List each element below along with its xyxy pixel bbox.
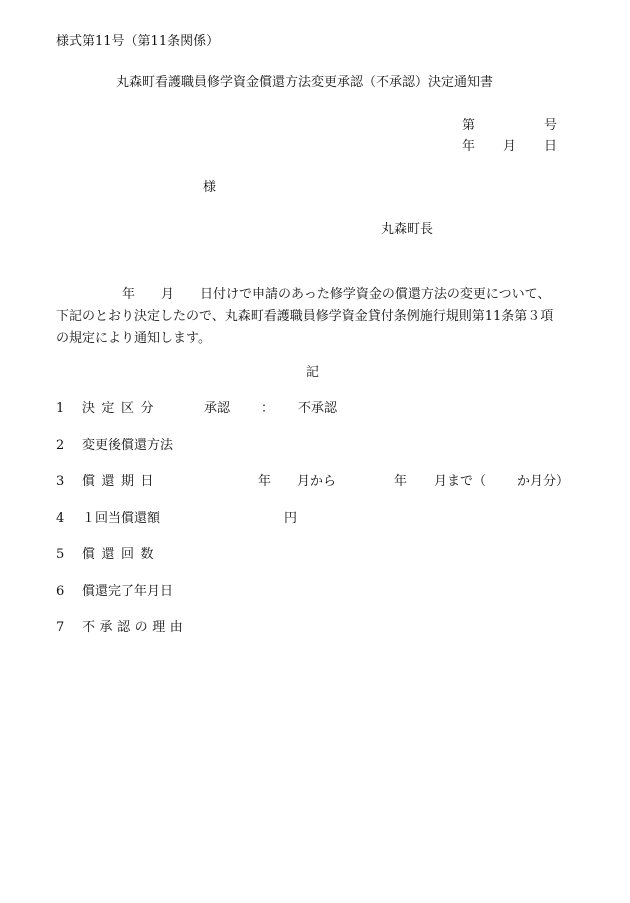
doc-date-year: 年	[462, 139, 476, 154]
item-number: 1	[56, 401, 65, 416]
item-label: １回当償還額	[82, 511, 161, 526]
item-number: 7	[56, 620, 65, 635]
period-from-year: 年	[258, 474, 272, 489]
addressee-honorific: 様	[203, 180, 217, 195]
item-label: 償還期日	[82, 474, 161, 489]
document-title: 丸森町看護職員修学資金償還方法変更承認（不承認）決定通知書	[116, 75, 494, 90]
doc-date-day: 日	[544, 139, 558, 154]
period-to-year: 年	[394, 474, 408, 489]
amount-yen-unit: 円	[284, 511, 298, 526]
item-number: 5	[56, 547, 65, 562]
item-label: 決定区分	[82, 401, 161, 416]
item-number: 4	[56, 511, 65, 526]
reject-option: 不承認	[298, 401, 338, 416]
ki-heading: 記	[306, 365, 320, 380]
body-line-2: 下記のとおり決定したので、丸森町看護職員修学資金貸付条例施行規則第11条第３項	[56, 309, 554, 324]
option-separator: ：	[261, 401, 275, 416]
body-line-1: 年 月 日付けで申請のあった修学資金の償還方法の変更について、	[122, 287, 551, 302]
period-from-month: 月から	[297, 474, 337, 489]
doc-number-dai: 第	[462, 118, 476, 133]
item-label: 不承認の理由	[82, 620, 188, 635]
item-label: 償還回数	[82, 547, 161, 562]
doc-date-month: 月	[503, 139, 517, 154]
item-number: 6	[56, 584, 65, 599]
doc-number-go: 号	[544, 118, 558, 133]
item-label: 償還完了年月日	[82, 584, 174, 599]
item-label: 変更後償還方法	[82, 438, 174, 453]
sender-name: 丸森町長	[381, 222, 434, 237]
approve-option: 承認	[204, 401, 231, 416]
body-line-3: の規定により通知します。	[56, 331, 211, 346]
item-number: 2	[56, 438, 65, 453]
item-number: 3	[56, 474, 65, 489]
period-months: か月分）	[517, 474, 570, 489]
period-to-month: 月まで（	[434, 474, 487, 489]
body-text	[56, 284, 576, 350]
form-number: 様式第11号（第11条関係）	[56, 34, 220, 49]
